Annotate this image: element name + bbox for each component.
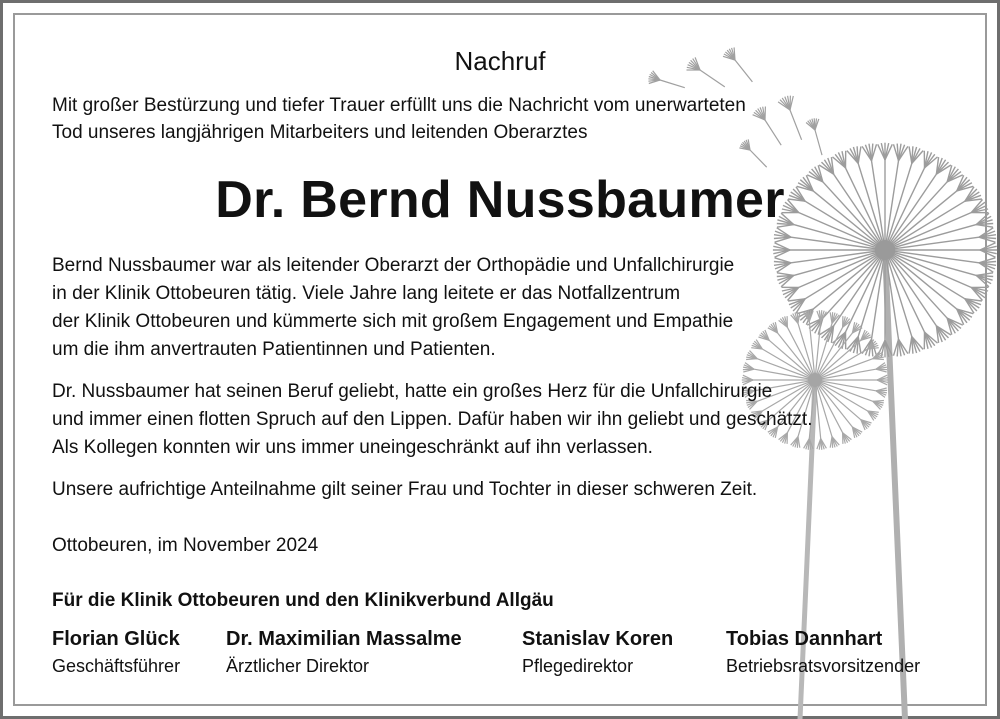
signatory-name-3: Stanislav Koren <box>522 628 674 650</box>
signatory-role-2: Ärztlicher Direktor <box>226 656 370 676</box>
signatory-role-1: Geschäftsführer <box>52 656 181 676</box>
paragraph1-line-1: Bernd Nussbaumer war als leitender Oberarzt der Orthopädie und Unfallchirurgie <box>52 255 735 276</box>
signatory-name-2: Dr. Maximilian Massalme <box>226 628 462 650</box>
place-date: Ottobeuren, im November 2024 <box>52 535 319 556</box>
paragraph3: Unsere aufrichtige Anteilnahme gilt seiner Frau und Tochter in dieser schweren Zeit. <box>52 479 758 500</box>
paragraph1-line-3: der Klinik Ottobeuren und kümmerte sich mit großem Engagement und Empathie <box>52 311 734 332</box>
paragraph2-line-2: und immer einen flotten Spruch auf den Lippen. Dafür haben wir ihn geliebt und geschätzt. <box>52 409 813 430</box>
signatory-name-4: Tobias Dannhart <box>726 628 883 650</box>
heading: Nachruf <box>454 46 546 76</box>
paragraph1-line-4: um die ihm anvertrauten Patientinnen und Patienten. <box>52 339 496 360</box>
paragraph2-line-1: Dr. Nussbaumer hat seinen Beruf geliebt, hatte ein großes Herz für die Unfallchirurgie <box>52 381 773 402</box>
signatory-role-4: Betriebsratsvorsitzender <box>726 656 921 676</box>
signatory-name-1: Florian Glück <box>52 628 180 650</box>
paragraph2-line-3: Als Kollegen konnten wir uns immer uneingeschränkt auf ihn verlassen. <box>52 437 653 458</box>
signatory-role-3: Pflegedirektor <box>522 656 634 676</box>
intro-line-1: Mit großer Bestürzung und tiefer Trauer erfüllt uns die Nachricht vom unerwarteten <box>52 95 746 116</box>
paragraph1-line-2: in der Klinik Ottobeuren tätig. Viele Jahre lang leitete er das Notfallzentrum <box>52 283 681 304</box>
deceased-name: Dr. Bernd Nussbaumer <box>215 171 785 229</box>
intro-line-2: Tod unseres langjährigen Mitarbeiters und leitenden Oberarztes <box>52 122 588 143</box>
organization: Für die Klinik Ottobeuren und den Klinikverbund Allgäu <box>52 590 554 611</box>
